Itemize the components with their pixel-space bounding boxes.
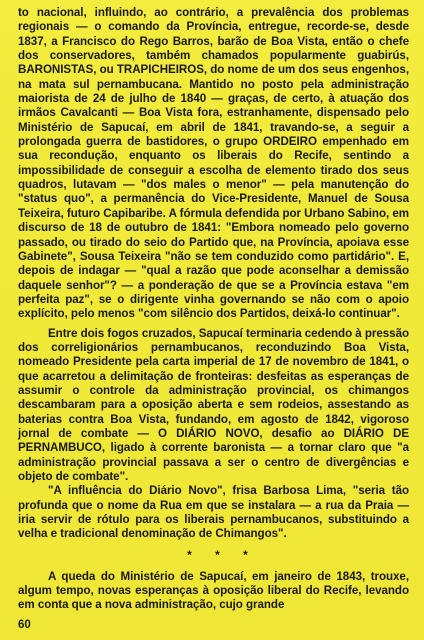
body-text <box>18 6 409 613</box>
paragraph-2: Entre dois fogos cruzados, Sapucaí terminaria cedendo à pressão dos correligionários pernambucanos, reconduzindo Boa Vista, nomeado Presidente pela carta imperial de 17 de novembro de 1841, o que acarretou a delimitação de fronteiras: desfeitas as esperanças de assumir o controle da administração provincial, os chimangos descambaram para a oposição aberta e sem rodeios, assestando as baterias contra Boa Vista, fundando, em agosto de 1842, vigoroso jornal de combate — O DIÁRIO NOVO, desafio ao DIÁRIO DE PERNAMBUCO, ligado à corrente baronista — a tornar claro que "a administração provincial passava a ser o centro de divergências e objeto de combate". <box>18 326 409 483</box>
section-separator: * * * <box>187 547 258 562</box>
paragraph-3: "A influência do Diário Novo", frisa Barbosa Lima, "seria tão profunda que o nome da Rua em que se instalara — a rua da Praia — iria servir de rótulo para os liberais pernambucanos, substituindo a velha e tradicional denominação de Chimangos". <box>18 484 409 541</box>
paragraph-1: to nacional, influindo, ao contrário, a prevalência dos problemas regionais — o comando da Província, entregue, recorde-se, desde 1837, a Francisco do Rego Barros, barão de Boa Vista, então o chefe dos conservadores, também chamados popularmente guabirús, BARONISTAS, ou TRAPICHEIROS, do nome de um dos seus engenhos, na mata sul pernambucana. Mantido no posto pela administração maiorista de 24 de julho de 1840 — graças, de certo, à atuação dos irmãos Cavalcanti — Boa Vista fora, estranhamente, dispensado pelo Ministério de Sapucaí, em abril de 1841, travando-se, a seguir a prolongada guerra de bastidores, o grupo ORDEIRO empenhado em sua recondução, enquanto os liberais do Recife, sentindo a impossibilidade de conseguir a escolha de elemento tirado dos seus quadros, lutavam — "dos males o menor" — pela manutenção do "status quo", a permanência do Vice-Presidente, Manuel de Sousa Teixeira, futuro Capibaribe. A fórmula defendida por Urbano Sabino, em discurso de 18 de outubro de 1841: "Embora nomeado pelo governo passado, ou tirado do seio do Partido que, na Província, apoiava esse Gabinete", Sousa Teixeira "não se tem conduzido como partidário". E, depois de indagar — "qual a razão que pode aconselhar a demissão daquele senhor"? — a ponderação de que se a Província estava "em perfeita paz", se o dirigente vinha governando se não com o apoio explícito, pelo menos "com silêncio dos Partidos, deixá-lo continuar". <box>18 6 409 321</box>
page-number: 60 <box>18 619 31 631</box>
paragraph-4: A queda do Ministério de Sapucaí, em janeiro de 1843, trouxe, algum tempo, novas esperanças à oposição liberal do Recife, levando em conta que a nova administração, cujo grande <box>18 569 409 612</box>
